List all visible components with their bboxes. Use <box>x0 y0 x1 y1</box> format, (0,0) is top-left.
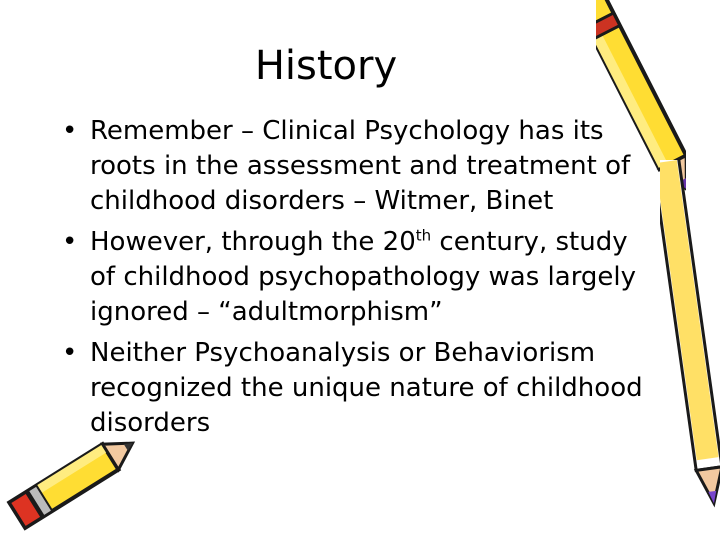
bullet-text-before: However, through the 20 <box>90 227 416 257</box>
bullet-marker: • <box>62 338 78 368</box>
bullet-text: Remember – Clinical Psychology has its roots in the assessment and treatment of childhood disorders – Witmer, Binet <box>90 116 631 216</box>
bullet-item <box>58 336 658 441</box>
bullet-marker: • <box>62 116 78 146</box>
pencil-right-bottom-icon <box>660 160 720 520</box>
bullet-item <box>58 225 658 330</box>
bullet-marker: • <box>62 227 78 257</box>
bullet-text-after: century, study of childhood psychopathology was largely ignored – “adultmorphism” <box>90 227 637 327</box>
bullet-item <box>58 114 658 219</box>
bullet-text: Neither Psychoanalysis or Behaviorism recognized the unique nature of childhood disorders <box>90 338 643 438</box>
slide-title: History <box>254 43 398 89</box>
bullet-superscript: th <box>415 226 432 245</box>
bullet-list <box>58 114 658 447</box>
